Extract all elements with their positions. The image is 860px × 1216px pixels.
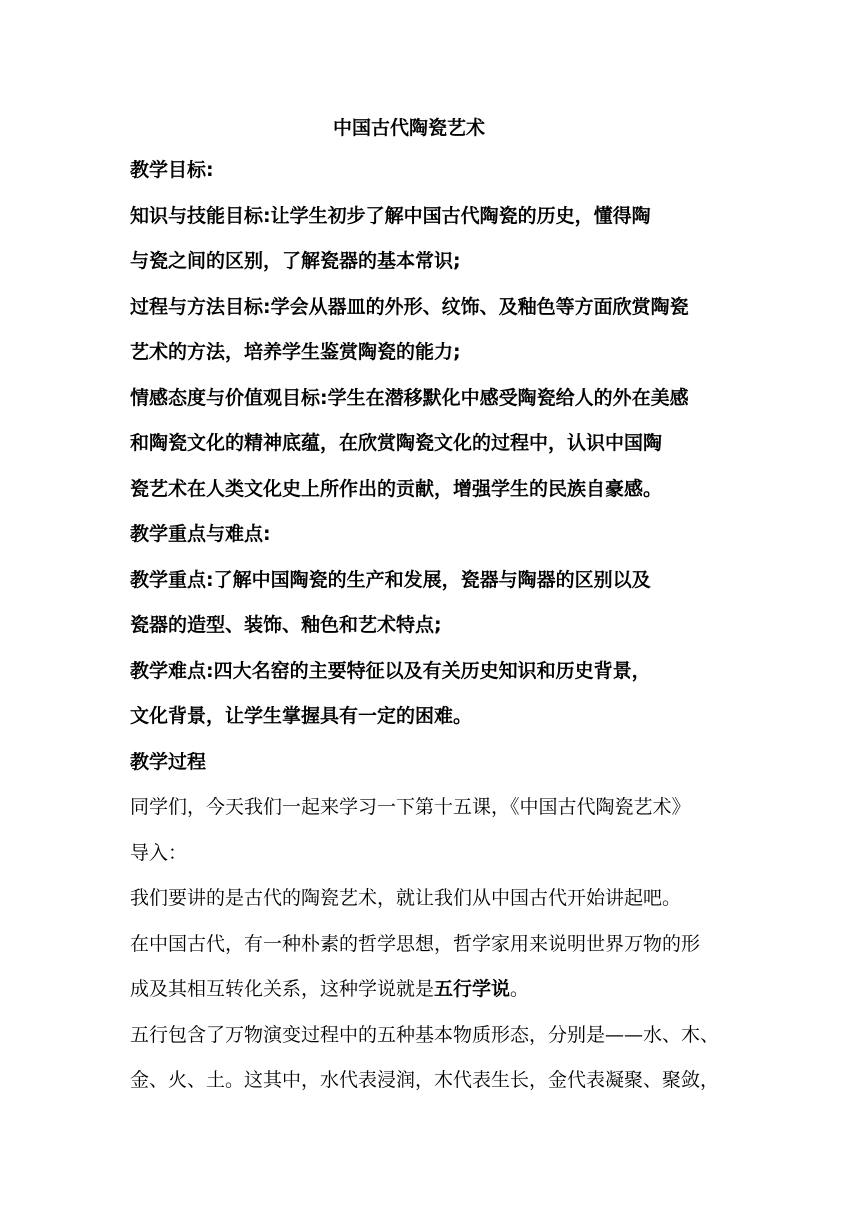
paragraph-2-line-1: 在中国古代，有一种朴素的哲学思想，哲学家用来说明世界万物的形 [130,932,701,955]
emotion-objective-line-1: 情感态度与价值观目标:学生在潜移默化中感受陶瓷给人的外在美感 [130,386,689,409]
intro-line: 同学们，今天我们一起来学习一下第十五课，《中国古代陶瓷艺术》 [130,796,691,818]
process-heading: 教学过程 [130,750,207,773]
difficult-point-line-1: 教学难点:四大名窑的主要特征以及有关历史知识和历史背景， [130,659,651,682]
process-objective-line-1: 过程与方法目标:学会从器皿的外形、纹饰、及釉色等方面欣赏陶瓷 [130,295,689,318]
paragraph-2-line-2-suffix: 。 [510,978,530,1000]
paragraph-3-line-2: 金、火、土。这其中，水代表浸润，木代表生长，金代表凝聚、聚敛， [130,1069,720,1091]
difficult-point-line-2: 文化背景，让学生掌握具有一定的困难。 [130,705,473,727]
knowledge-objective-line-1: 知识与技能目标:让学生初步了解中国古代陶瓷的历史，懂得陶 [130,204,651,227]
paragraph-1-line-1: 我们要讲的是古代的陶瓷艺术，就让我们从中国古代开始讲起吧。 [130,887,682,909]
five-elements-term: 五行学说 [434,978,511,1000]
knowledge-objective-line-2: 与瓷之间的区别，了解瓷器的基本常识; [130,250,461,272]
key-point-line-1: 教学重点:了解中国陶瓷的生产和发展，瓷器与陶器的区别以及 [130,568,651,591]
emotion-objective-line-2: 和陶瓷文化的精神底蕴，在欣赏陶瓷文化的过程中，认识中国陶 [130,432,663,454]
document-title: 中国古代陶瓷艺术 [332,117,485,139]
emotion-objective-line-3: 瓷艺术在人类文化史上所作出的贡献，增强学生的民族自豪感。 [130,477,663,500]
process-objective-line-2: 艺术的方法，培养学生鉴赏陶瓷的能力; [130,341,461,363]
key-point-line-2: 瓷器的造型、装饰、釉色和艺术特点; [130,614,442,636]
paragraph-2-line-2 [130,967,740,1013]
keypoints-heading: 教学重点与难点: [130,523,271,545]
paragraph-2-line-2-prefix: 成及其相互转化关系，这种学说就是 [130,978,435,1000]
document-page [130,108,740,1104]
lead-in-label: 导入： [130,841,188,864]
paragraph-3-line-1: 五行包含了万物演变过程中的五种基本物质形态，分别是——水、木、 [130,1023,720,1046]
objectives-heading: 教学目标: [130,159,214,181]
